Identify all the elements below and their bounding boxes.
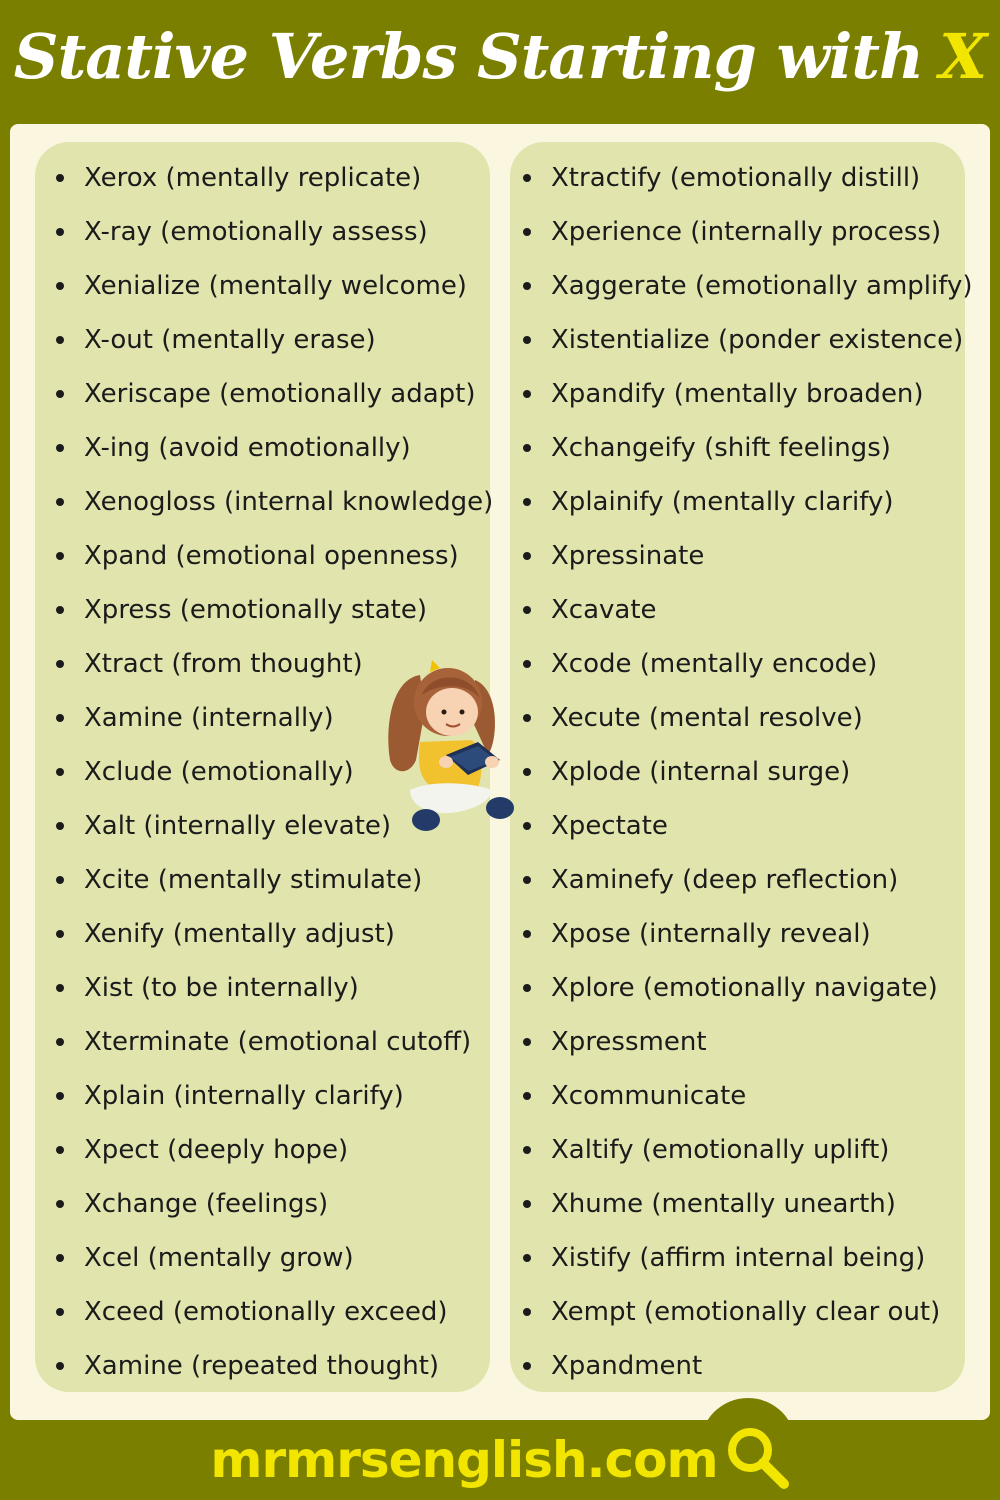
list-item-text: Xplain (internally clarify) <box>84 1081 404 1111</box>
bullet-icon <box>56 552 64 560</box>
list-item <box>52 529 492 583</box>
bullet-icon <box>56 228 64 236</box>
bullet-icon <box>56 390 64 398</box>
bullet-icon <box>56 606 64 614</box>
list-item <box>519 1339 979 1393</box>
bullet-icon <box>523 606 531 614</box>
list-item-text: Xplode (internal surge) <box>551 757 851 787</box>
list-item <box>52 1015 492 1069</box>
bullet-icon <box>56 768 64 776</box>
list-item-text: Xpress (emotionally state) <box>84 595 428 625</box>
list-item-text: Xplore (emotionally navigate) <box>551 973 938 1003</box>
list-item-text: Xamine (internally) <box>84 703 334 733</box>
list-item-text: Xeriscape (emotionally adapt) <box>84 379 476 409</box>
list-item-text: Xistentialize (ponder existence) <box>551 325 964 355</box>
list-item <box>519 637 979 691</box>
list-item <box>52 853 492 907</box>
bullet-icon <box>56 1200 64 1208</box>
right-verb-list <box>519 151 979 1393</box>
list-item <box>52 259 492 313</box>
list-item-text: Xchange (feelings) <box>84 1189 329 1219</box>
list-item-text: X-ray (emotionally assess) <box>84 217 428 247</box>
list-item <box>519 205 979 259</box>
list-item <box>519 907 979 961</box>
list-item <box>519 313 979 367</box>
list-item <box>519 799 979 853</box>
page-title <box>0 0 1000 112</box>
list-item <box>519 151 979 205</box>
bullet-icon <box>56 930 64 938</box>
list-item-text: Xceed (emotionally exceed) <box>84 1297 448 1327</box>
bullet-icon <box>523 1200 531 1208</box>
list-item <box>519 1123 979 1177</box>
bullet-icon <box>56 822 64 830</box>
bullet-icon <box>523 930 531 938</box>
list-item-text: Xtractify (emotionally distill) <box>551 163 921 193</box>
list-item-text: Xistify (affirm internal being) <box>551 1243 926 1273</box>
list-item <box>52 421 492 475</box>
list-item-text: X-ing (avoid emotionally) <box>84 433 411 463</box>
list-item <box>52 313 492 367</box>
bullet-icon <box>523 498 531 506</box>
list-item-text: Xenify (mentally adjust) <box>84 919 395 949</box>
list-item-text: Xcel (mentally grow) <box>84 1243 354 1273</box>
list-item <box>52 205 492 259</box>
list-item <box>52 151 492 205</box>
list-item <box>519 1231 979 1285</box>
bullet-icon <box>523 1146 531 1154</box>
bullet-icon <box>56 1146 64 1154</box>
bullet-icon <box>56 1308 64 1316</box>
bullet-icon <box>523 174 531 182</box>
bullet-icon <box>56 984 64 992</box>
list-item-text: Xcite (mentally stimulate) <box>84 865 423 895</box>
bullet-icon <box>56 444 64 452</box>
list-item-text: Xaminefy (deep reflection) <box>551 865 899 895</box>
list-item-text: Xaggerate (emotionally amplify) <box>551 271 973 301</box>
bullet-icon <box>523 444 531 452</box>
list-item-text: Xenialize (mentally welcome) <box>84 271 467 301</box>
bullet-icon <box>56 282 64 290</box>
bullet-icon <box>56 876 64 884</box>
list-item-text: Xpectate <box>551 811 668 841</box>
list-item-text: Xplainify (mentally clarify) <box>551 487 894 517</box>
title-text: Stative Verbs Starting with <box>13 19 924 93</box>
list-item-text: Xpressinate <box>551 541 705 571</box>
list-item-text: Xchangeify (shift feelings) <box>551 433 891 463</box>
list-item <box>519 367 979 421</box>
title-accent-letter: X <box>939 19 987 93</box>
list-item-text: Xpandment <box>551 1351 703 1381</box>
list-item <box>519 583 979 637</box>
list-item <box>52 475 492 529</box>
list-item <box>52 1069 492 1123</box>
list-item <box>519 529 979 583</box>
bullet-icon <box>523 1362 531 1370</box>
bullet-icon <box>523 552 531 560</box>
list-item <box>519 475 979 529</box>
list-item <box>52 1177 492 1231</box>
list-item <box>52 907 492 961</box>
list-item <box>519 1069 979 1123</box>
list-item-text: X-out (mentally erase) <box>84 325 376 355</box>
bullet-icon <box>56 1362 64 1370</box>
bullet-icon <box>56 660 64 668</box>
bullet-icon <box>56 1254 64 1262</box>
list-item-text: Xpose (internally reveal) <box>551 919 871 949</box>
bullet-icon <box>56 336 64 344</box>
list-item <box>52 961 492 1015</box>
list-item <box>52 583 492 637</box>
list-item-text: Xcommunicate <box>551 1081 747 1111</box>
list-item-text: Xpand (emotional openness) <box>84 541 459 571</box>
list-item-text: Xcode (mentally encode) <box>551 649 878 679</box>
list-item <box>52 1231 492 1285</box>
list-item-text: Xalt (internally elevate) <box>84 811 392 841</box>
list-item <box>519 421 979 475</box>
list-item <box>519 1285 979 1339</box>
list-item <box>52 1339 492 1393</box>
list-item-text: Xtract (from thought) <box>84 649 363 679</box>
footer-site-name: mrmrsenglish.com <box>210 1431 718 1489</box>
list-item <box>519 691 979 745</box>
magnifier-icon <box>724 1424 790 1490</box>
list-item <box>52 367 492 421</box>
list-item-text: Xenogloss (internal knowledge) <box>84 487 494 517</box>
list-item <box>519 745 979 799</box>
bullet-icon <box>56 174 64 182</box>
footer <box>0 1420 1000 1500</box>
bullet-icon <box>523 1254 531 1262</box>
list-item-text: Xist (to be internally) <box>84 973 359 1003</box>
list-item-text: Xterminate (emotional cutoff) <box>84 1027 472 1057</box>
list-item-text: Xpect (deeply hope) <box>84 1135 349 1165</box>
list-item-text: Xamine (repeated thought) <box>84 1351 440 1381</box>
bullet-icon <box>523 984 531 992</box>
bullet-icon <box>56 498 64 506</box>
list-item <box>519 961 979 1015</box>
list-item-text: Xpandify (mentally broaden) <box>551 379 924 409</box>
bullet-icon <box>56 1038 64 1046</box>
list-item-text: Xpressment <box>551 1027 707 1057</box>
bullet-icon <box>523 336 531 344</box>
list-item <box>519 259 979 313</box>
list-item <box>519 1177 979 1231</box>
bullet-icon <box>56 1092 64 1100</box>
bullet-icon <box>523 1308 531 1316</box>
list-item <box>519 1015 979 1069</box>
bullet-icon <box>523 390 531 398</box>
list-item-text: Xhume (mentally unearth) <box>551 1189 896 1219</box>
bullet-icon <box>523 228 531 236</box>
bullet-icon <box>523 282 531 290</box>
list-item <box>519 853 979 907</box>
list-item-text: Xperience (internally process) <box>551 217 942 247</box>
bullet-icon <box>523 1038 531 1046</box>
list-item-text: Xcavate <box>551 595 657 625</box>
list-item-text: Xclude (emotionally) <box>84 757 354 787</box>
bullet-icon <box>56 714 64 722</box>
list-item-text: Xaltify (emotionally uplift) <box>551 1135 890 1165</box>
list-item-text: Xecute (mental resolve) <box>551 703 863 733</box>
list-item-text: Xempt (emotionally clear out) <box>551 1297 941 1327</box>
girl-reading-book-icon <box>380 650 525 840</box>
bullet-icon <box>523 876 531 884</box>
list-item <box>52 1285 492 1339</box>
bullet-icon <box>523 1092 531 1100</box>
list-item <box>52 1123 492 1177</box>
list-item-text: Xerox (mentally replicate) <box>84 163 422 193</box>
